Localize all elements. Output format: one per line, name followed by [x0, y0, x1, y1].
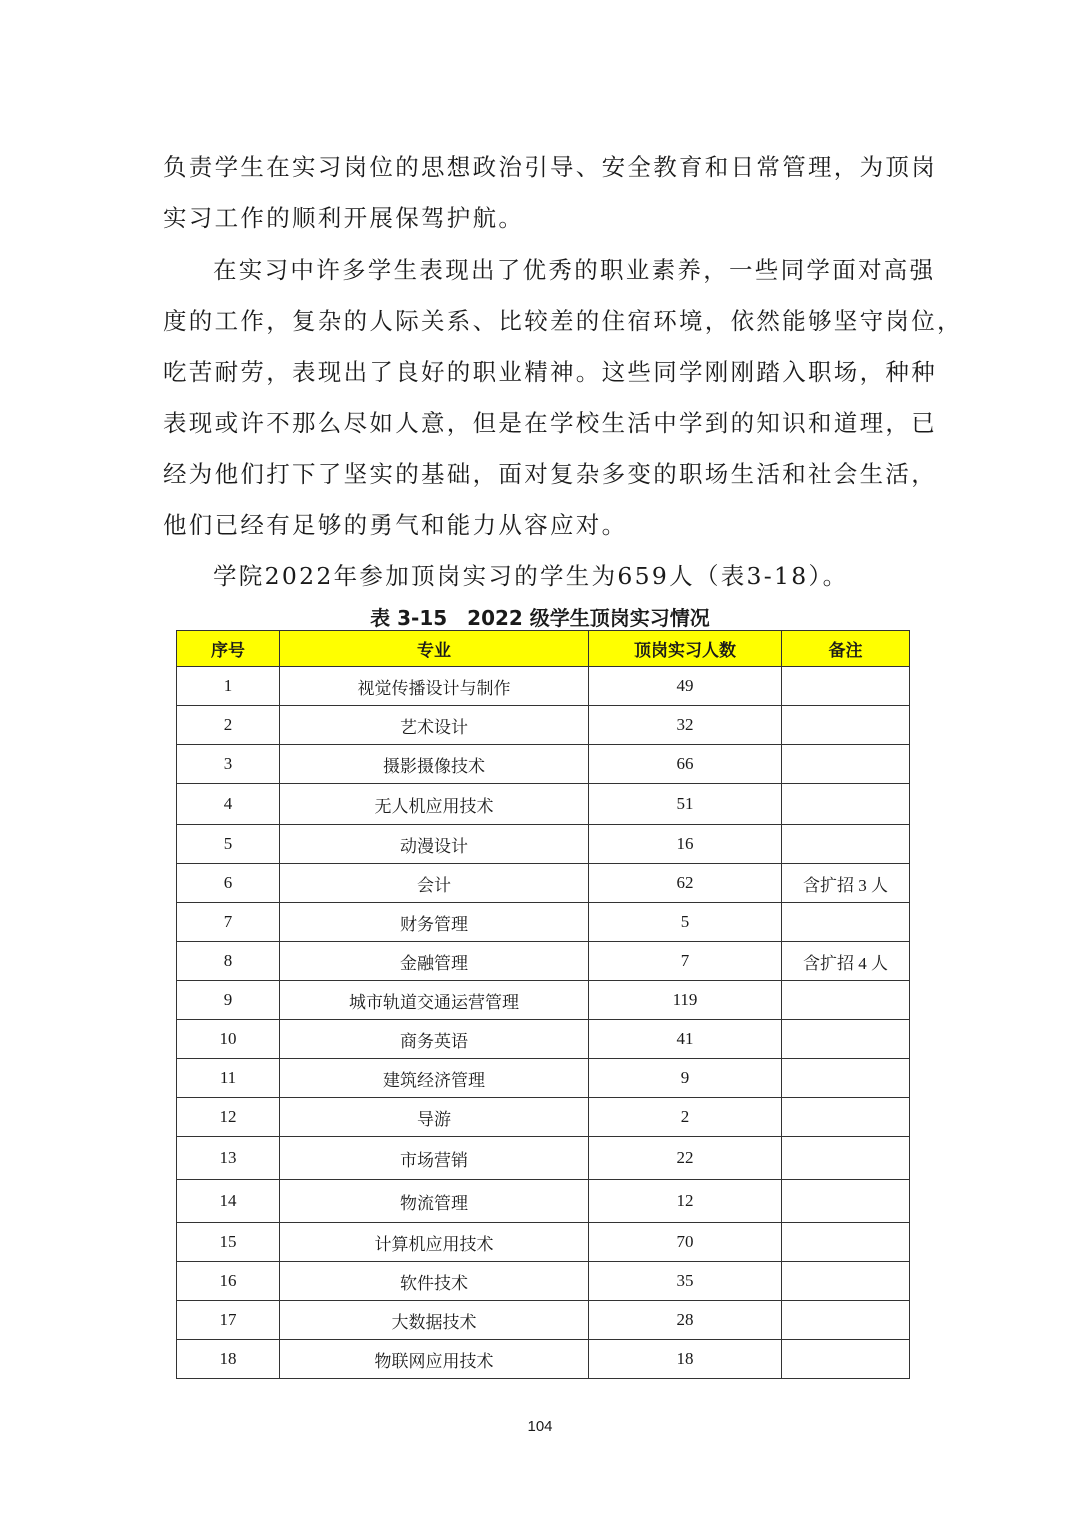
internship-table — [176, 630, 910, 1379]
paragraph-line: 在实习中许多学生表现出了优秀的职业素养，一些同学面对高强 — [213, 256, 936, 284]
cell-note — [782, 981, 910, 1020]
cell-index: 9 — [177, 981, 280, 1020]
cell-note — [782, 1223, 910, 1262]
table-row — [177, 745, 910, 784]
cell-note — [782, 745, 910, 784]
table-row — [177, 784, 910, 825]
cell-index: 12 — [177, 1098, 280, 1137]
cell-note — [782, 903, 910, 942]
table-row — [177, 981, 910, 1020]
table-row — [177, 1020, 910, 1059]
cell-note — [782, 1020, 910, 1059]
cell-index: 11 — [177, 1059, 280, 1098]
cell-index: 10 — [177, 1020, 280, 1059]
cell-index: 18 — [177, 1340, 280, 1379]
header-count: 顶岗实习人数 — [589, 631, 782, 667]
table-row — [177, 1098, 910, 1137]
table-row — [177, 903, 910, 942]
table-header-row — [177, 631, 910, 667]
cell-index: 15 — [177, 1223, 280, 1262]
paragraph-line: 表现或许不那么尽如人意，但是在学校生活中学到的知识和道理，已 — [163, 409, 937, 437]
cell-major: 无人机应用技术 — [280, 784, 589, 825]
cell-count: 5 — [589, 903, 782, 942]
cell-index: 7 — [177, 903, 280, 942]
cell-major: 会计 — [280, 864, 589, 903]
cell-major: 城市轨道交通运营管理 — [280, 981, 589, 1020]
cell-major: 建筑经济管理 — [280, 1059, 589, 1098]
table-row — [177, 942, 910, 981]
cell-index: 13 — [177, 1137, 280, 1180]
paragraph-line: 度的工作，复杂的人际关系、比较差的住宿环境，依然能够坚守岗位， — [163, 307, 963, 335]
table-row — [177, 1059, 910, 1098]
header-major: 专业 — [280, 631, 589, 667]
table-row — [177, 825, 910, 864]
cell-count: 41 — [589, 1020, 782, 1059]
cell-major: 商务英语 — [280, 1020, 589, 1059]
header-index: 序号 — [177, 631, 280, 667]
paragraph-line: 负责学生在实习岗位的思想政治引导、安全教育和日常管理，为顶岗 — [163, 153, 937, 181]
cell-count: 12 — [589, 1180, 782, 1223]
paragraph-line: 他们已经有足够的勇气和能力从容应对。 — [163, 511, 628, 539]
paragraph-line: 经为他们打下了坚实的基础，面对复杂多变的职场生活和社会生活， — [163, 460, 937, 488]
page-number: 104 — [527, 1418, 553, 1435]
table-row — [177, 667, 910, 706]
cell-note — [782, 784, 910, 825]
cell-index: 8 — [177, 942, 280, 981]
cell-major: 软件技术 — [280, 1262, 589, 1301]
cell-note — [782, 1180, 910, 1223]
cell-count: 62 — [589, 864, 782, 903]
table-row — [177, 1340, 910, 1379]
cell-major: 动漫设计 — [280, 825, 589, 864]
table-row — [177, 1180, 910, 1223]
cell-count: 119 — [589, 981, 782, 1020]
cell-index: 14 — [177, 1180, 280, 1223]
cell-note: 含扩招 3 人 — [782, 864, 910, 903]
cell-index: 2 — [177, 706, 280, 745]
cell-count: 70 — [589, 1223, 782, 1262]
cell-major: 艺术设计 — [280, 706, 589, 745]
cell-note — [782, 1262, 910, 1301]
table-row — [177, 864, 910, 903]
table-row — [177, 1262, 910, 1301]
table-caption: 表 3-15 2022 级学生顶岗实习情况 — [370, 606, 710, 630]
table-row — [177, 706, 910, 745]
cell-major: 大数据技术 — [280, 1301, 589, 1340]
cell-index: 1 — [177, 667, 280, 706]
cell-count: 18 — [589, 1340, 782, 1379]
cell-index: 4 — [177, 784, 280, 825]
cell-note — [782, 1340, 910, 1379]
cell-major: 物联网应用技术 — [280, 1340, 589, 1379]
cell-major: 视觉传播设计与制作 — [280, 667, 589, 706]
cell-note — [782, 1098, 910, 1137]
cell-index: 6 — [177, 864, 280, 903]
cell-count: 51 — [589, 784, 782, 825]
cell-note — [782, 706, 910, 745]
table-row — [177, 1301, 910, 1340]
cell-count: 49 — [589, 667, 782, 706]
cell-count: 9 — [589, 1059, 782, 1098]
cell-note — [782, 1137, 910, 1180]
paragraph-line: 吃苦耐劳，表现出了良好的职业精神。这些同学刚刚踏入职场，种种 — [163, 358, 937, 386]
cell-count: 22 — [589, 1137, 782, 1180]
cell-count: 35 — [589, 1262, 782, 1301]
cell-note — [782, 667, 910, 706]
paragraph-line: 实习工作的顺利开展保驾护航。 — [163, 204, 525, 232]
cell-index: 3 — [177, 745, 280, 784]
cell-major: 市场营销 — [280, 1137, 589, 1180]
cell-major: 财务管理 — [280, 903, 589, 942]
cell-major: 摄影摄像技术 — [280, 745, 589, 784]
cell-count: 32 — [589, 706, 782, 745]
paragraph-line: 学院2022年参加顶岗实习的学生为659人（表3-18）。 — [213, 562, 849, 590]
header-note: 备注 — [782, 631, 910, 667]
cell-note — [782, 1301, 910, 1340]
cell-major: 金融管理 — [280, 942, 589, 981]
cell-major: 计算机应用技术 — [280, 1223, 589, 1262]
cell-major: 导游 — [280, 1098, 589, 1137]
cell-count: 16 — [589, 825, 782, 864]
cell-index: 5 — [177, 825, 280, 864]
cell-count: 7 — [589, 942, 782, 981]
cell-count: 66 — [589, 745, 782, 784]
cell-note — [782, 1059, 910, 1098]
cell-note: 含扩招 4 人 — [782, 942, 910, 981]
cell-major: 物流管理 — [280, 1180, 589, 1223]
cell-index: 17 — [177, 1301, 280, 1340]
cell-index: 16 — [177, 1262, 280, 1301]
table-row — [177, 1223, 910, 1262]
cell-note — [782, 825, 910, 864]
cell-count: 28 — [589, 1301, 782, 1340]
cell-count: 2 — [589, 1098, 782, 1137]
table-row — [177, 1137, 910, 1180]
